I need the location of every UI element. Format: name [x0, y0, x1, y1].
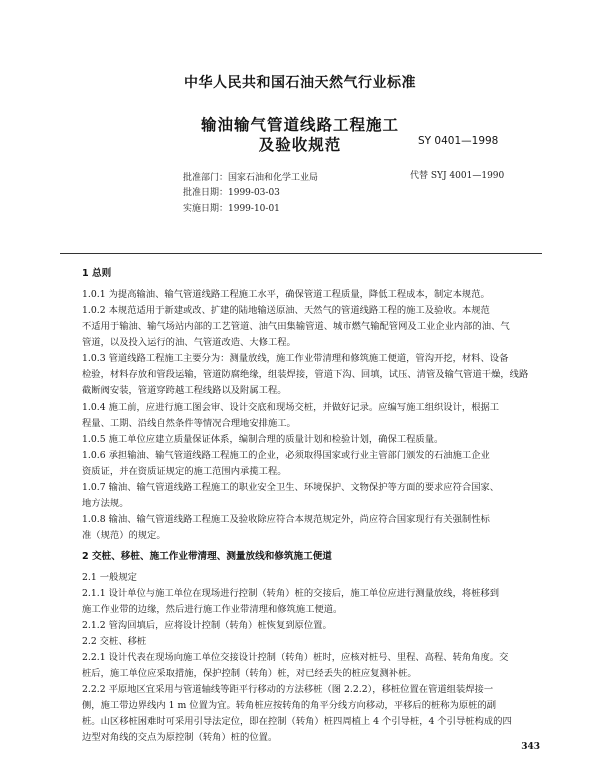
- section-1-heading: 1 总则: [82, 268, 112, 279]
- page-number: 343: [521, 742, 540, 752]
- standard-code: SY 0401—1998: [418, 135, 499, 147]
- section-2-heading: 2 交桩、移桩、施工作业带清理、测量放线和修筑施工便道: [82, 551, 332, 562]
- clause-1-0-3-line3: 截断阀安装，管道穿跨越工程线路以及附属工程。: [82, 385, 287, 396]
- clause-1-0-4-line2: 程量、工期、沿线自然条件等情况合理地安排施工。: [82, 418, 296, 429]
- clause-1-0-1: 1.0.1 为提高输油、输气管道线路工程施工水平，确保管道工程质量，降低工程成本，制定本规范。: [82, 289, 490, 300]
- clause-1-0-2-line2: 不适用于输油、输气场站内部的工艺管道、油气田集输管道、城市燃气输配管网及工业企业内部的油、气: [82, 321, 510, 332]
- subsection-2-1: 2.1 一般规定: [82, 572, 137, 583]
- clause-1-0-8-line1: 1.0.8 输油、输气管道线路工程施工及验收除应符合本规范规定外，尚应符合国家现行有关强制性标: [82, 514, 490, 525]
- clause-2-1-1-line2: 施工作业带的边缘，然后进行施工作业带清理和修筑施工便道。: [82, 604, 343, 615]
- clause-1-0-2-line1: 1.0.2 本规范适用于新建或改、扩建的陆地输送原油、天然气的管道线路工程的施工及验收。本规范: [82, 305, 490, 316]
- clause-2-2-2-line1: 2.2.2 平原地区宜采用与管道轴线等距平行移动的方法移桩（图 2.2.2），移桩位置在管道组装焊接一: [82, 684, 494, 695]
- clause-2-1-2: 2.1.2 管沟回填后，应将设计控制（转角）桩恢复到原位置。: [82, 620, 332, 631]
- clause-1-0-2-line3: 管道，以及投入运行的油、气管道改造、大修工程。: [82, 337, 296, 348]
- effective-date: 实施日期：1999-10-01: [183, 204, 280, 214]
- clause-1-0-6-line2: 资质证，并在资质证规定的施工范围内承揽工程。: [82, 466, 287, 477]
- clause-1-0-5: 1.0.5 施工单位应建立质量保证体系，编制合理的质量计划和检验计划，确保工程质量。: [82, 434, 444, 445]
- clause-1-0-6-line1: 1.0.6 承担输油、输气管道线路工程施工的企业，必须取得国家或行业主管部门颁发的石油施工企业: [82, 450, 490, 461]
- clause-1-0-7-line2: 地方法规。: [82, 498, 129, 509]
- subsection-2-2: 2.2 交桩、移桩: [82, 636, 147, 647]
- clause-1-0-8-line2: 准（规范）的规定。: [82, 530, 166, 541]
- clause-1-0-4-line1: 1.0.4 施工前，应进行施工图会审、设计交底和现场交桩，并做好记录。应编写施工组织设计，根据工: [82, 402, 500, 413]
- clause-2-2-1-line2: 桩后，施工单位应采取措施，保护控制（转角）桩，对已经丢失的桩应复测补桩。: [82, 668, 417, 679]
- divider-rule: [60, 253, 542, 254]
- replaces-standard: 代替 SYJ 4001—1990: [410, 171, 505, 181]
- clause-2-2-2-line2: 侧，施工带边界线内 1 m 位置为宜。转角桩应按转角的角平分线方向移动，平移后的桩称为原桩的副: [82, 700, 497, 711]
- approval-department: 批准部门：国家石油和化学工业局: [183, 173, 319, 183]
- clause-2-2-2-line3: 桩。山区移桩困难时可采用引导法定位，即在控制（转角）桩四周植上 4 个引导桩，4 个引导桩构成的四: [82, 716, 512, 727]
- document-title-line1: 输油输气管道线路工程施工: [200, 116, 399, 134]
- document-title-line2: 及验收规范: [258, 136, 342, 154]
- clause-1-0-7-line1: 1.0.7 输油、输气管道线路工程施工的职业安全卫生、环境保护、文物保护等方面的要求应符合国家、: [82, 482, 500, 493]
- clause-2-2-2-line4: 边型对角线的交点为原控制（转角）桩的位置。: [82, 732, 278, 743]
- standard-type-header: 中华人民共和国石油天然气行业标准: [184, 75, 416, 91]
- clause-1-0-3-line1: 1.0.3 管道线路工程施工主要分为：测量放线，施工作业带清理和修筑施工便道，管沟开挖，材料、设备: [82, 353, 509, 364]
- clause-1-0-3-line2: 检验，材料存放和管段运输，管道防腐绝缘，组装焊接，管道下沟、回填，试压、清管及输气管道干燥，线路: [82, 369, 529, 380]
- clause-2-1-1-line1: 2.1.1 设计单位与施工单位在现场进行控制（转角）桩的交接后，施工单位应进行测量放线，将桩移到: [82, 588, 500, 599]
- clause-2-2-1-line1: 2.2.1 设计代表在现场向施工单位交接设计控制（转角）桩时，应核对桩号、里程、高程、转角角度。交: [82, 652, 509, 663]
- approval-date: 批准日期：1999-03-03: [183, 188, 280, 198]
